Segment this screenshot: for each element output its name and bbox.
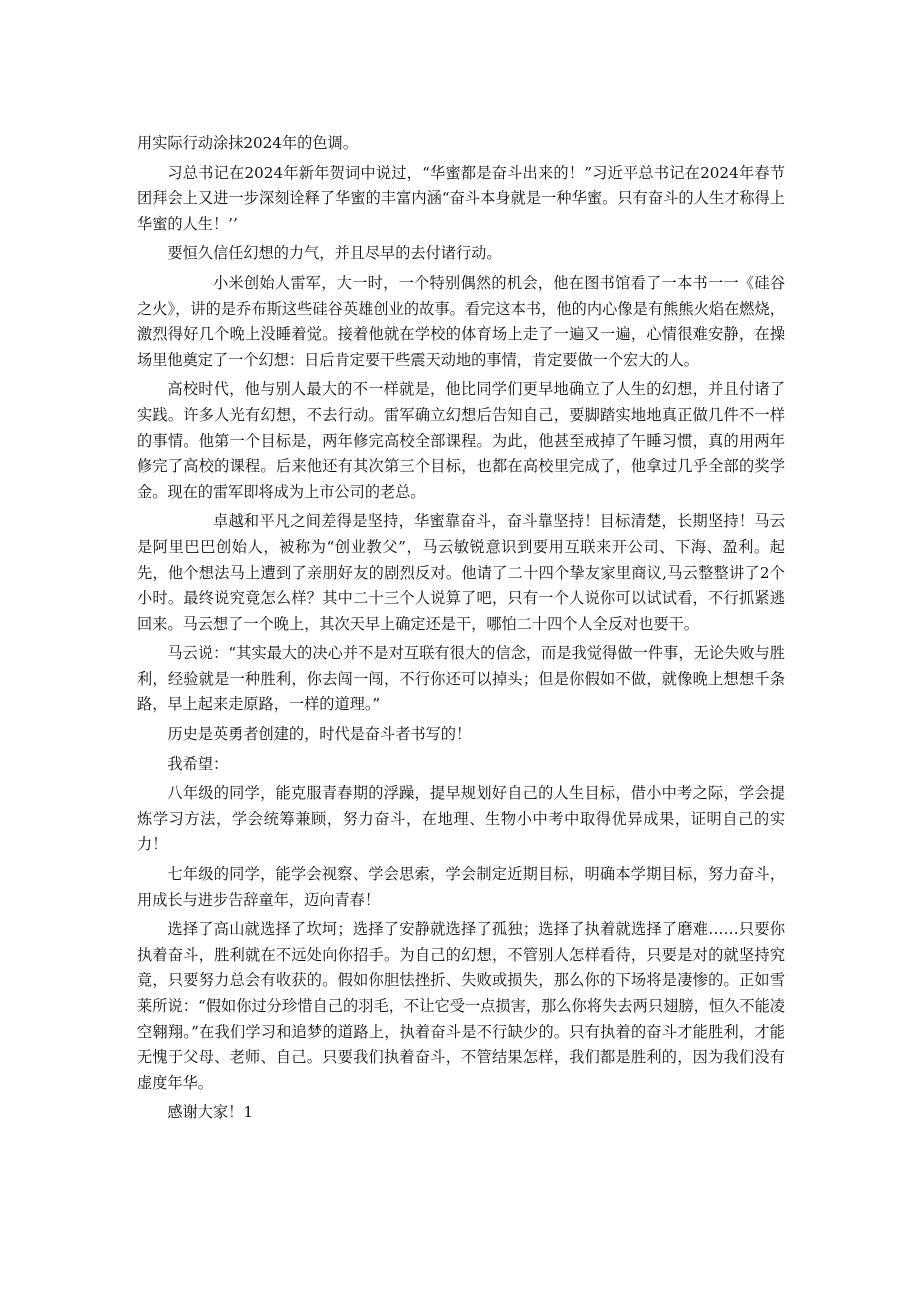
paragraph-4: 小米创始人雷军，大一时，一个特别偶然的机会，他在图书馆看了一本书一一《硅谷之火》，讲的是乔布斯这些硅谷英雄创业的故事。看完这本书，他的内心像是有熊熊火焰在燃烧，激烈得好几个晚上没睡着觉。接着他就在学校的体育场上走了一遍又一遍，心情很难安静，在操场里他奠定了一个幻想：日后肯定要干些震天动地的事情，肯定要做一个宏大的人。 (137, 273, 785, 369)
document-page (137, 131, 785, 1126)
paragraph-7: 马云说：“其实最大的决心并不是对互联有很大的信念，而是我觉得做一件事，无论失败与胜利，经验就是一种胜利，你去闯一闯，不行你还可以掉头；但是你假如不做，就像晚上想想千条路，早上起来走原路，一样的道理。” (137, 644, 785, 714)
paragraph-12: 选择了高山就选择了坎坷；选择了安静就选择了孤独；选择了执着就选择了磨难……只要你执着奋斗，胜利就在不远处向你招手。为自己的幻想，不管别人怎样看待，只要是对的就坚持究竟，只要努力总会有收获的。假如你胆怯挫折、失败或损失，那么你的下场将是凄惨的。正如雪莱所说：“假如你过分珍惜自己的羽毛，不让它受一点损害，那么你将失去两只翅膀，恒久不能凌空翱翔。”在我们学习和追梦的道路上，执着奋斗是不行缺少的。只有执着的奋斗才能胜利，才能无愧于父母、老师、自己。只要我们执着奋斗，不管结果怎样，我们都是胜利的，因为我们没有虚度年华。 (137, 920, 785, 1092)
paragraph-1: 用实际行动涂抹2024年的色调。 (137, 134, 358, 152)
paragraph-2: 习总书记在2024年新年贺词中说过，“华蜜都是奋斗出来的！”习近平总书记在2024年春节团拜会上又进一步深刻诠释了华蜜的丰富内涵“奋斗本身就是一种华蜜。只有奋斗的人生才称得上华蜜的人生！’’ (137, 163, 785, 233)
paragraph-13: 感谢大家！1 (167, 1103, 253, 1122)
paragraph-11: 七年级的同学，能学会视察、学会思索，学会制定近期目标，明确本学期目标，努力奋斗，用成长与进步告辞童年，迈向青春！ (137, 865, 785, 909)
paragraph-6: 卓越和平凡之间差得是坚持，华蜜靠奋斗，奋斗靠坚持！目标清楚，长期坚持！马云是阿里巴巴创始人，被称为“创业教父”，马云敏锐意识到要用互联来开公司、下海、盈利。起先，他个想法马上遭到了亲朋好友的剧烈反对。他请了二十四个挚友家里商议,马云整整讲了2个小时。最终说究竟怎么样？其中二十三个人说算了吧，只有一个人说你可以试试看，不行抓紧逃回来。马云想了一个晚上，其次天早上确定还是干，哪怕二十四个人全反对也要干。 (137, 512, 785, 633)
paragraph-10: 八年级的同学，能克服青春期的浮躁，提早规划好自己的人生目标，借小中考之际，学会提炼学习方法，学会统筹兼顾，努力奋斗，在地理、生物小中考中取得优异成果，证明自己的实力！ (137, 784, 785, 854)
paragraph-3: 要恒久信任幻想的力气，并且尽早的去付诸行动。 (167, 244, 502, 263)
paragraph-9: 我希望： (167, 754, 229, 773)
paragraph-5: 高校时代，他与别人最大的不一样就是，他比同学们更早地确立了人生的幻想，并且付诸了实践。许多人光有幻想，不去行动。雷军确立幻想后告知自己，要脚踏实地地真正做几件不一样的事情。他第一个目标是，两年修完高校全部课程。为此，他甚至戒掉了午睡习惯，真的用两年修完了高校的课程。后来他还有其次第三个目标，也都在高校里完成了，他拿过几乎全部的奖学金。现在的雷军即将成为上市公司的老总。 (137, 380, 785, 501)
paragraph-8: 历史是英勇者创建的，时代是奋斗者书写的！ (167, 725, 472, 744)
